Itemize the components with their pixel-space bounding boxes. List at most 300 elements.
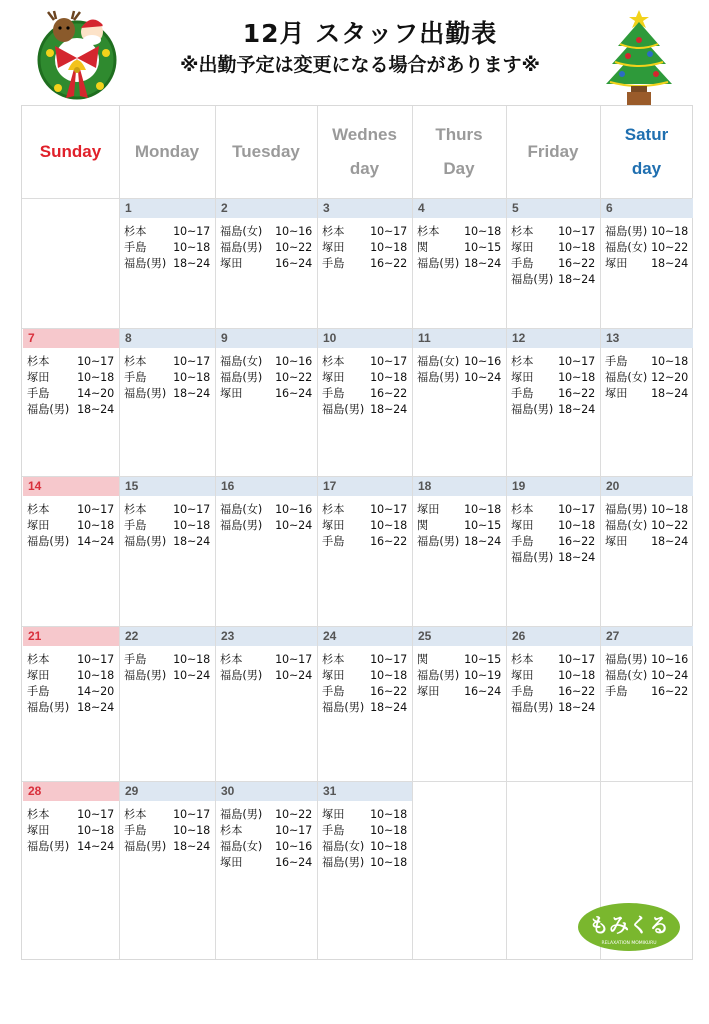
shift-hours: 10~24 <box>275 669 312 682</box>
staff-name: 手島 <box>124 241 147 254</box>
staff-name: 福島(女) <box>605 669 648 682</box>
staff-name: 塚田 <box>220 257 243 270</box>
staff-name: 塚田 <box>220 856 243 869</box>
staff-name: 塚田 <box>220 387 243 400</box>
shift-entry <box>605 386 688 402</box>
shift-entry <box>322 839 407 855</box>
staff-name: 福島(男) <box>605 503 648 516</box>
shift-entry <box>124 502 210 518</box>
shift-hours: 18~24 <box>173 387 210 400</box>
shift-hours: 10~16 <box>651 653 688 666</box>
shift-hours: 16~24 <box>275 387 312 400</box>
staff-name: 福島(男) <box>124 387 167 400</box>
staff-name: 福島(女) <box>220 225 263 238</box>
shift-hours: 10~16 <box>275 503 312 516</box>
staff-name: 手島 <box>124 653 147 666</box>
staff-name: 手島 <box>322 257 345 270</box>
shift-entry <box>27 370 114 386</box>
shift-entry <box>220 502 312 518</box>
grid-row-divider <box>22 198 692 199</box>
shift-entry <box>124 534 210 550</box>
shift-hours: 10~22 <box>275 371 312 384</box>
shift-hours: 10~18 <box>370 840 407 853</box>
shift-hours: 10~17 <box>77 808 114 821</box>
shift-hours: 16~22 <box>370 685 407 698</box>
staff-name: 福島(男) <box>27 840 70 853</box>
shift-entry <box>322 224 407 240</box>
shift-entry <box>417 224 501 240</box>
shift-list <box>417 502 501 550</box>
staff-name: 杉本 <box>511 225 534 238</box>
staff-name: 関 <box>417 519 429 532</box>
staff-name: 手島 <box>27 387 50 400</box>
staff-name: 福島(男) <box>417 371 460 384</box>
shift-entry <box>605 354 688 370</box>
shift-hours: 10~17 <box>173 355 210 368</box>
shift-entry <box>511 272 595 288</box>
staff-name: 手島 <box>605 355 628 368</box>
shift-hours: 18~24 <box>370 403 407 416</box>
shift-entry <box>511 386 595 402</box>
shift-hours: 12~20 <box>651 371 688 384</box>
date-number: 12 <box>507 328 600 348</box>
shift-list <box>220 502 312 534</box>
staff-name: 杉本 <box>511 503 534 516</box>
shift-hours: 10~17 <box>173 225 210 238</box>
shift-entry <box>220 386 312 402</box>
staff-name: 手島 <box>124 824 147 837</box>
shift-entry <box>605 668 688 684</box>
shift-entry <box>511 534 595 550</box>
shift-hours: 10~17 <box>275 824 312 837</box>
shift-hours: 18~24 <box>173 840 210 853</box>
shift-hours: 10~18 <box>77 669 114 682</box>
shift-entry <box>322 256 407 272</box>
date-number: 23 <box>216 626 317 646</box>
shift-entry <box>124 823 210 839</box>
shift-hours: 10~18 <box>370 856 407 869</box>
date-number: 20 <box>601 476 693 496</box>
shift-hours: 10~18 <box>558 519 595 532</box>
date-number: 28 <box>23 781 119 801</box>
shift-list <box>322 224 407 272</box>
shift-entry <box>605 534 688 550</box>
staff-name: 福島(女) <box>220 355 263 368</box>
date-number: 1 <box>120 198 215 218</box>
staff-name: 杉本 <box>124 808 147 821</box>
shift-entry <box>27 700 114 716</box>
date-number: 25 <box>413 626 506 646</box>
shift-entry <box>322 240 407 256</box>
staff-name: 手島 <box>124 371 147 384</box>
shift-entry <box>511 700 595 716</box>
shift-hours: 18~24 <box>77 701 114 714</box>
shift-entry <box>511 402 595 418</box>
date-number: 27 <box>601 626 693 646</box>
shift-hours: 10~17 <box>275 653 312 666</box>
staff-name: 塚田 <box>322 519 345 532</box>
shift-entry <box>220 256 312 272</box>
shift-entry <box>511 518 595 534</box>
shift-hours: 18~24 <box>464 257 501 270</box>
schedule-notice: ※出勤予定は変更になる場合があります※ <box>180 54 540 76</box>
shift-entry <box>322 700 407 716</box>
shift-entry <box>605 240 688 256</box>
shift-list <box>605 354 688 402</box>
shift-hours: 10~17 <box>370 653 407 666</box>
shift-list <box>322 652 407 716</box>
staff-name: 手島 <box>511 387 534 400</box>
shift-hours: 16~24 <box>275 856 312 869</box>
shift-hours: 10~18 <box>651 225 688 238</box>
staff-name: 杉本 <box>124 225 147 238</box>
shift-hours: 10~24 <box>275 519 312 532</box>
shift-entry <box>417 534 501 550</box>
shift-list <box>417 354 501 386</box>
shift-hours: 18~24 <box>558 403 595 416</box>
staff-name: 杉本 <box>511 355 534 368</box>
shift-entry <box>322 502 407 518</box>
shift-hours: 18~24 <box>464 535 501 548</box>
shift-list <box>220 807 312 871</box>
shift-hours: 10~17 <box>77 503 114 516</box>
shift-entry <box>124 668 210 684</box>
staff-name: 福島(男) <box>511 701 554 714</box>
date-number: 10 <box>318 328 412 348</box>
shift-entry <box>27 502 114 518</box>
logo-tagline: RELAXATION MOMIKURU <box>601 941 657 946</box>
staff-name: 福島(男) <box>417 535 460 548</box>
staff-name: 手島 <box>511 257 534 270</box>
shift-hours: 10~18 <box>651 355 688 368</box>
shift-hours: 10~17 <box>558 653 595 666</box>
grid-column-divider <box>317 106 318 959</box>
date-number: 24 <box>318 626 412 646</box>
grid-row-divider <box>22 781 692 782</box>
shift-entry <box>322 823 407 839</box>
shift-hours: 18~24 <box>558 551 595 564</box>
shift-entry <box>124 839 210 855</box>
shift-hours: 16~22 <box>651 685 688 698</box>
shift-entry <box>417 684 501 700</box>
staff-name: 福島(男) <box>220 669 263 682</box>
grid-column-divider <box>119 106 120 959</box>
staff-name: 杉本 <box>124 355 147 368</box>
shift-entry <box>511 256 595 272</box>
shift-hours: 10~16 <box>275 225 312 238</box>
shift-entry <box>27 823 114 839</box>
shift-entry <box>605 652 688 668</box>
grid-column-divider <box>412 106 413 959</box>
staff-name: 福島(男) <box>322 403 365 416</box>
shift-entry <box>322 386 407 402</box>
date-number: 3 <box>318 198 412 218</box>
shift-hours: 10~24 <box>464 371 501 384</box>
shift-hours: 14~20 <box>77 685 114 698</box>
staff-name: 福島(女) <box>220 840 263 853</box>
calendar-grid <box>21 105 693 960</box>
grid-column-divider <box>215 106 216 959</box>
shift-hours: 16~22 <box>558 685 595 698</box>
shift-list <box>27 807 114 855</box>
shift-entry <box>417 354 501 370</box>
date-number: 21 <box>23 626 119 646</box>
staff-name: 福島(男) <box>220 241 263 254</box>
shift-entry <box>322 807 407 823</box>
staff-name: 杉本 <box>124 503 147 516</box>
shift-entry <box>124 256 210 272</box>
staff-name: 塚田 <box>27 669 50 682</box>
shift-entry <box>220 652 312 668</box>
date-number: 30 <box>216 781 317 801</box>
shift-hours: 10~17 <box>173 503 210 516</box>
staff-name: 福島(女) <box>220 503 263 516</box>
shift-entry <box>220 839 312 855</box>
staff-name: 福島(女) <box>322 840 365 853</box>
shift-hours: 18~24 <box>77 403 114 416</box>
shift-list <box>124 652 210 684</box>
shift-hours: 10~16 <box>275 355 312 368</box>
shift-hours: 10~18 <box>464 225 501 238</box>
shift-entry <box>220 823 312 839</box>
shift-entry <box>511 668 595 684</box>
christmas-tree-icon <box>598 4 680 108</box>
staff-name: 手島 <box>511 685 534 698</box>
shift-entry <box>511 550 595 566</box>
staff-name: 杉本 <box>27 503 50 516</box>
shift-hours: 10~24 <box>651 669 688 682</box>
staff-name: 塚田 <box>511 241 534 254</box>
shift-list <box>511 502 595 566</box>
staff-name: 手島 <box>124 519 147 532</box>
date-number: 2 <box>216 198 317 218</box>
shift-hours: 16~24 <box>464 685 501 698</box>
shift-hours: 18~24 <box>173 535 210 548</box>
shift-hours: 18~24 <box>558 701 595 714</box>
shift-entry <box>220 807 312 823</box>
shift-entry <box>605 256 688 272</box>
shift-hours: 10~22 <box>651 519 688 532</box>
shift-hours: 10~17 <box>558 503 595 516</box>
shift-list <box>220 224 312 272</box>
staff-name: 福島(男) <box>27 403 70 416</box>
shift-entry <box>27 839 114 855</box>
staff-name: 福島(男) <box>220 808 263 821</box>
shift-hours: 10~18 <box>651 503 688 516</box>
shift-entry <box>124 652 210 668</box>
date-number: 4 <box>413 198 506 218</box>
shift-hours: 18~24 <box>651 387 688 400</box>
shift-hours: 10~15 <box>464 241 501 254</box>
shift-list <box>27 502 114 550</box>
staff-name: 杉本 <box>27 808 50 821</box>
weekday-header: Wednes day <box>332 125 397 178</box>
shift-entry <box>417 502 501 518</box>
shift-list <box>124 354 210 402</box>
shift-hours: 10~18 <box>558 371 595 384</box>
staff-name: 塚田 <box>27 824 50 837</box>
staff-name: 塚田 <box>511 519 534 532</box>
shift-entry <box>417 370 501 386</box>
shift-entry <box>511 370 595 386</box>
shift-hours: 10~18 <box>558 241 595 254</box>
shift-hours: 16~22 <box>558 257 595 270</box>
shift-hours: 10~18 <box>77 371 114 384</box>
shift-hours: 10~18 <box>77 824 114 837</box>
staff-name: 福島(男) <box>124 669 167 682</box>
staff-name: 福島(男) <box>124 257 167 270</box>
staff-name: 関 <box>417 653 429 666</box>
date-number: 17 <box>318 476 412 496</box>
shift-hours: 10~18 <box>558 669 595 682</box>
shift-entry <box>27 534 114 550</box>
shift-entry <box>124 386 210 402</box>
shift-entry <box>417 240 501 256</box>
shift-entry <box>220 668 312 684</box>
staff-name: 手島 <box>27 685 50 698</box>
staff-name: 手島 <box>605 685 628 698</box>
shift-hours: 10~18 <box>173 824 210 837</box>
shift-hours: 16~22 <box>370 535 407 548</box>
shift-list <box>417 652 501 700</box>
staff-name: 福島(女) <box>605 241 648 254</box>
staff-name: 福島(女) <box>605 371 648 384</box>
date-number: 13 <box>601 328 693 348</box>
shift-hours: 10~15 <box>464 519 501 532</box>
shift-list <box>124 502 210 550</box>
shift-entry <box>27 386 114 402</box>
shift-entry <box>27 402 114 418</box>
shift-hours: 18~24 <box>651 535 688 548</box>
date-number: 8 <box>120 328 215 348</box>
staff-name: 福島(男) <box>124 535 167 548</box>
staff-name: 福島(男) <box>322 701 365 714</box>
shift-hours: 10~19 <box>464 669 501 682</box>
shift-entry <box>511 502 595 518</box>
shift-entry <box>417 256 501 272</box>
grid-row-divider <box>22 626 692 627</box>
weekday-header: Sunday <box>39 142 102 161</box>
staff-name: 福島(男) <box>220 519 263 532</box>
page-title: 12月 スタッフ出勤表 <box>242 19 498 48</box>
shift-entry <box>322 855 407 871</box>
shift-list <box>605 652 688 700</box>
staff-name: 杉本 <box>322 503 345 516</box>
shift-entry <box>511 224 595 240</box>
date-number: 31 <box>318 781 412 801</box>
shift-entry <box>605 224 688 240</box>
grid-column-divider <box>506 106 507 959</box>
staff-name: 杉本 <box>322 225 345 238</box>
shift-entry <box>322 684 407 700</box>
shift-hours: 10~24 <box>173 669 210 682</box>
shift-entry <box>322 518 407 534</box>
shift-hours: 16~22 <box>370 257 407 270</box>
shift-entry <box>322 534 407 550</box>
staff-name: 杉本 <box>511 653 534 666</box>
shift-hours: 10~17 <box>370 225 407 238</box>
shift-entry <box>605 518 688 534</box>
shift-entry <box>511 240 595 256</box>
shift-hours: 10~17 <box>558 355 595 368</box>
staff-name: 杉本 <box>27 355 50 368</box>
date-number: 16 <box>216 476 317 496</box>
shift-hours: 10~18 <box>370 808 407 821</box>
staff-name: 手島 <box>511 535 534 548</box>
staff-name: 塚田 <box>417 685 440 698</box>
staff-name: 手島 <box>322 685 345 698</box>
shift-hours: 10~18 <box>370 519 407 532</box>
shift-list <box>511 224 595 288</box>
staff-name: 塚田 <box>605 387 628 400</box>
shift-list <box>220 652 312 684</box>
staff-name: 塚田 <box>605 257 628 270</box>
staff-name: 福島(男) <box>511 403 554 416</box>
shift-hours: 10~18 <box>173 241 210 254</box>
shift-entry <box>124 370 210 386</box>
shift-hours: 10~17 <box>77 653 114 666</box>
staff-name: 塚田 <box>27 371 50 384</box>
shift-list <box>124 224 210 272</box>
staff-name: 福島(男) <box>605 225 648 238</box>
wreath-icon <box>30 8 125 103</box>
shift-entry <box>511 684 595 700</box>
shift-entry <box>124 240 210 256</box>
shift-entry <box>220 354 312 370</box>
staff-name: 手島 <box>322 387 345 400</box>
weekday-header: Monday <box>134 142 200 161</box>
shift-entry <box>27 668 114 684</box>
staff-name: 手島 <box>322 535 345 548</box>
shift-list <box>417 224 501 272</box>
shift-list <box>511 354 595 418</box>
shift-hours: 10~18 <box>173 519 210 532</box>
date-number: 14 <box>23 476 119 496</box>
shift-entry <box>220 240 312 256</box>
logo-text: もみくる <box>589 913 669 937</box>
staff-name: 塚田 <box>322 669 345 682</box>
shift-entry <box>322 370 407 386</box>
shift-hours: 10~18 <box>173 371 210 384</box>
shift-list <box>124 807 210 855</box>
weekday-header: Tuesday <box>232 142 300 161</box>
momikuru-logo <box>577 902 681 952</box>
shift-hours: 10~18 <box>464 503 501 516</box>
date-number: 9 <box>216 328 317 348</box>
staff-name: 杉本 <box>220 653 243 666</box>
shift-entry <box>417 518 501 534</box>
shift-hours: 10~18 <box>370 824 407 837</box>
shift-hours: 16~22 <box>558 387 595 400</box>
shift-hours: 10~17 <box>558 225 595 238</box>
staff-name: 福島(女) <box>605 519 648 532</box>
staff-name: 杉本 <box>27 653 50 666</box>
grid-column-divider <box>600 106 601 959</box>
shift-entry <box>27 807 114 823</box>
staff-name: 塚田 <box>511 371 534 384</box>
grid-row-divider <box>22 476 692 477</box>
shift-entry <box>511 652 595 668</box>
staff-name: 福島(男) <box>417 669 460 682</box>
shift-list <box>322 502 407 550</box>
date-number: 15 <box>120 476 215 496</box>
shift-list <box>220 354 312 402</box>
shift-entry <box>124 807 210 823</box>
shift-entry <box>27 684 114 700</box>
staff-name: 福島(男) <box>27 701 70 714</box>
staff-name: 福島(男) <box>511 551 554 564</box>
shift-entry <box>124 518 210 534</box>
